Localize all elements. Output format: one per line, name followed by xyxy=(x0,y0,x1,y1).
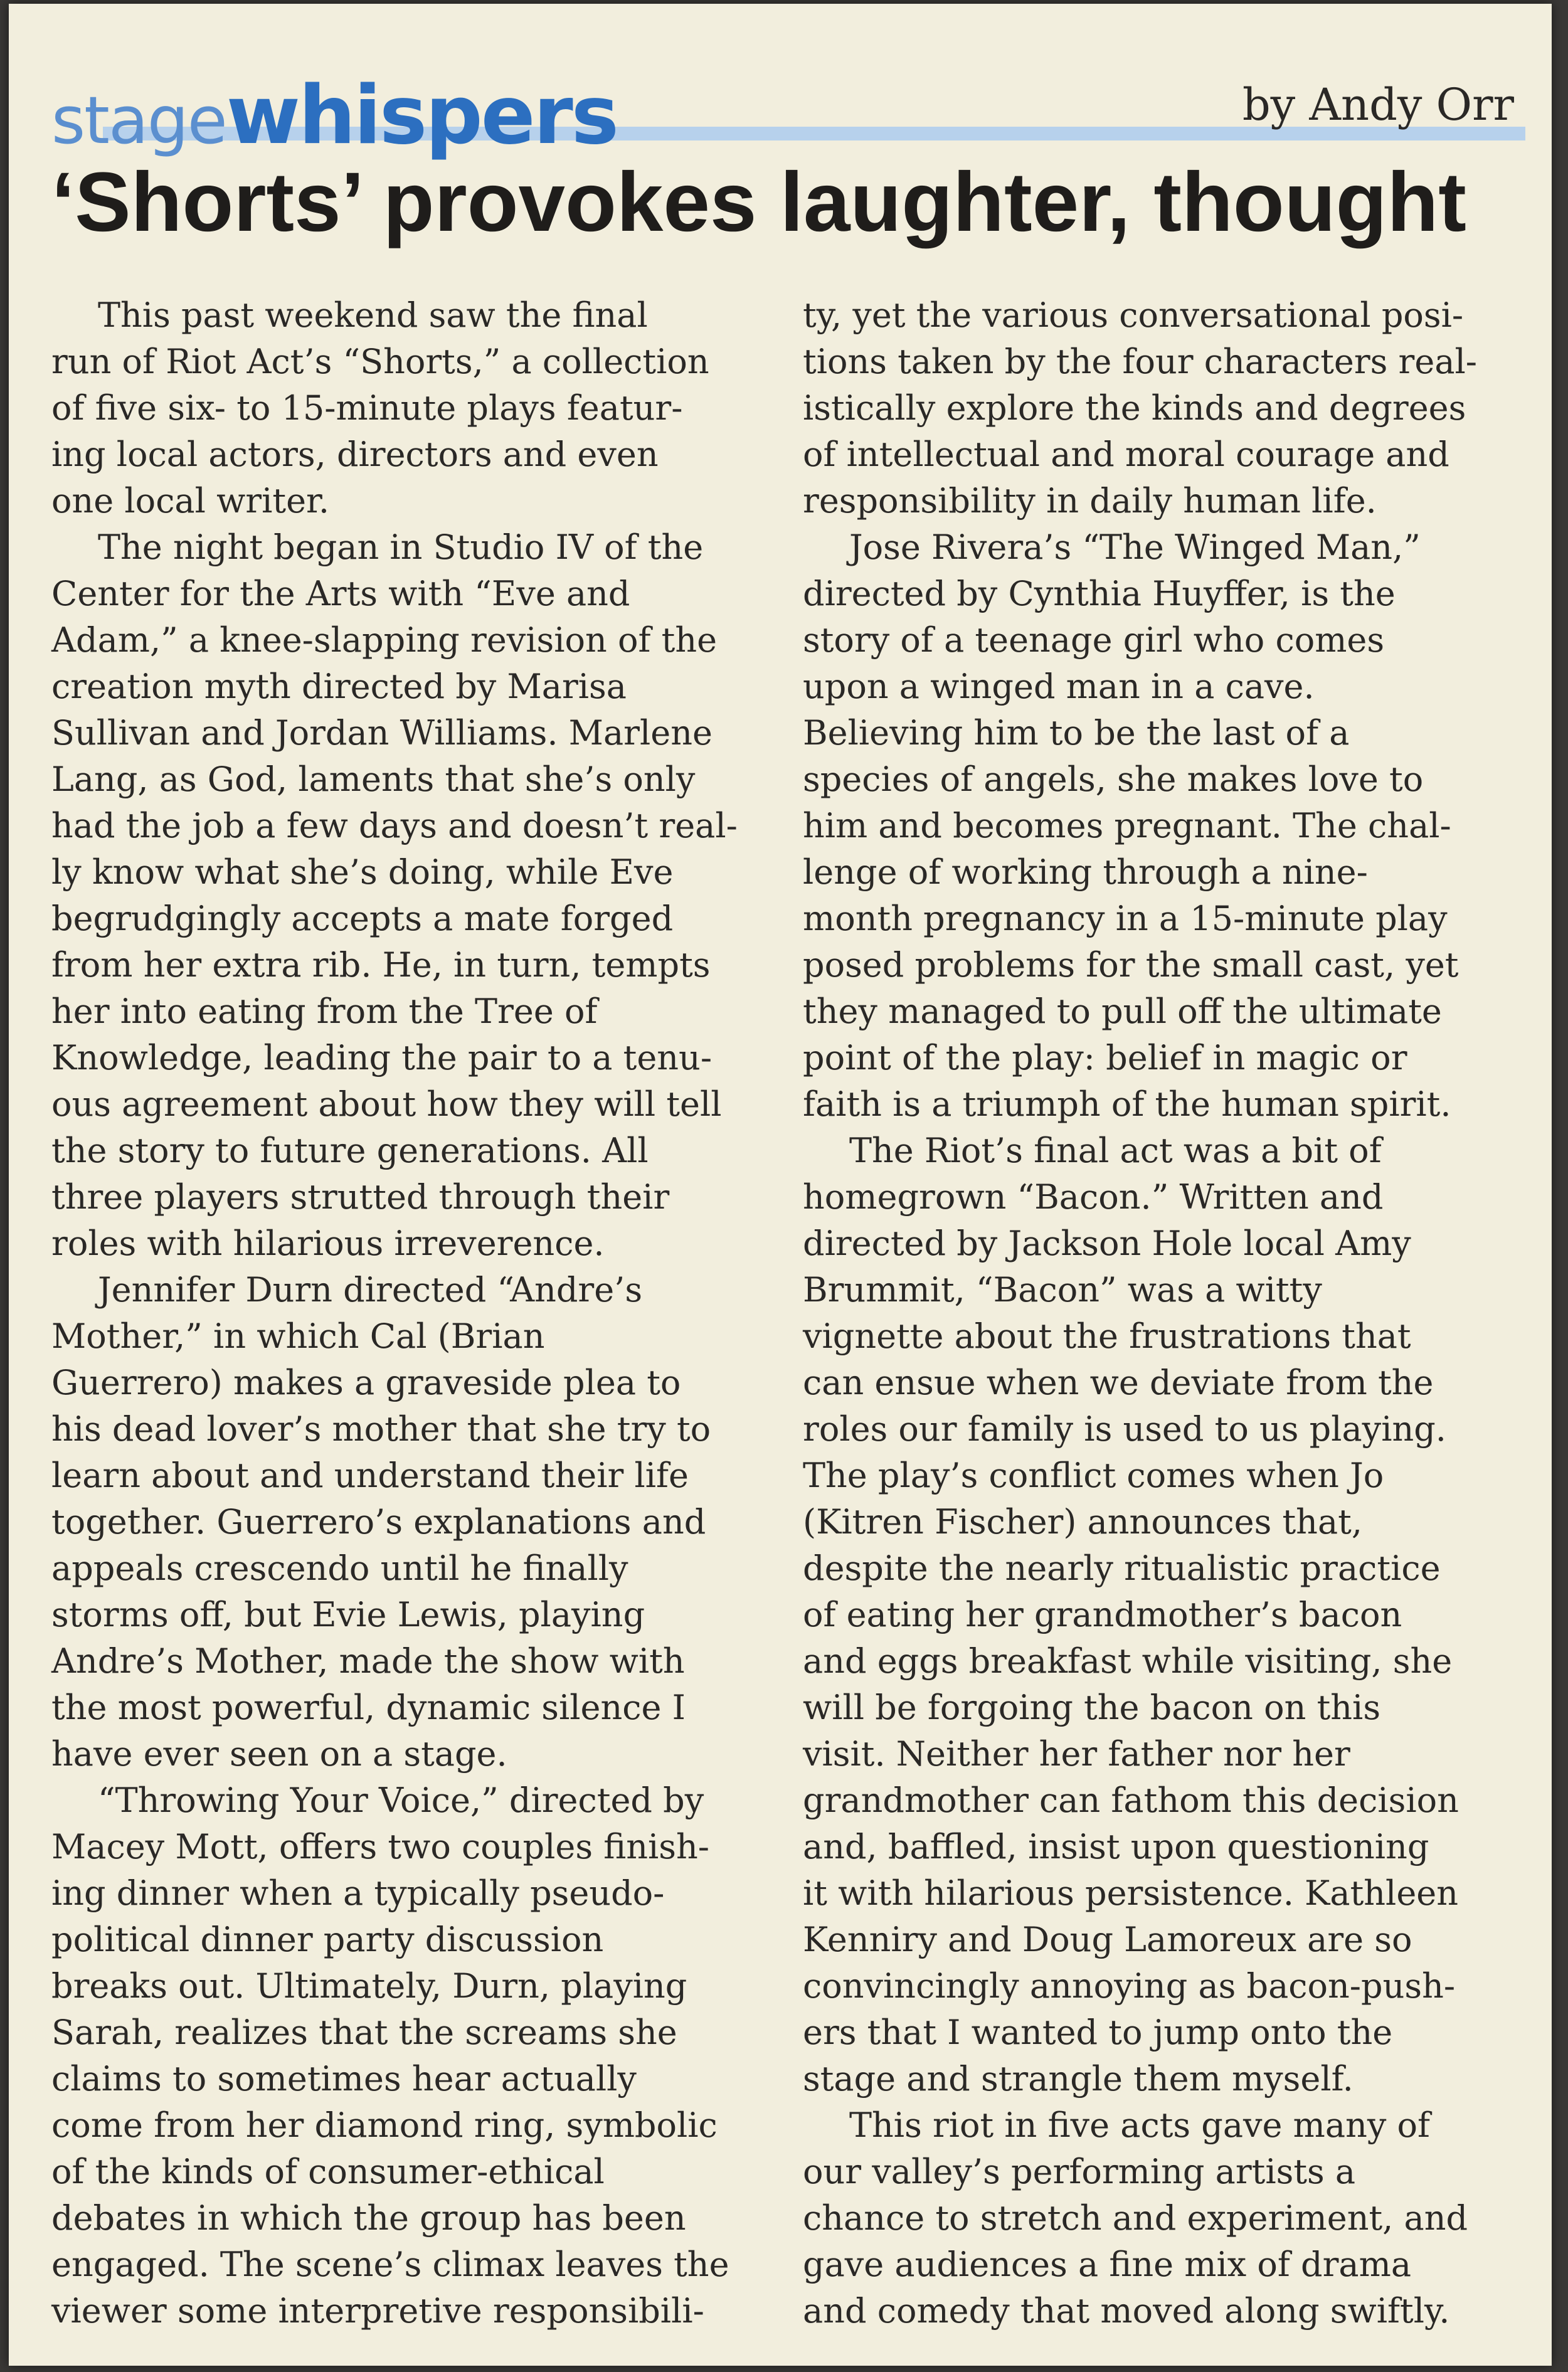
text-line: Lang, as God, laments that she’s only xyxy=(51,760,696,799)
text-line: have ever seen on a stage. xyxy=(51,1734,507,1774)
text-line: from her extra rib. He, in turn, tempts xyxy=(51,945,711,985)
text-line: run of Riot Act’s “Shorts,” a collection xyxy=(51,342,709,381)
text-line: Sullivan and Jordan Williams. Marlene xyxy=(51,713,712,753)
text-line: ing local actors, directors and even xyxy=(51,435,659,474)
text-line: Andre’s Mother, made the show with xyxy=(51,1641,685,1681)
text-line: gave audiences a fine mix of drama xyxy=(803,2245,1412,2284)
text-line: our valley’s performing artists a xyxy=(803,2152,1356,2191)
text-line: (Kitren Fischer) announces that, xyxy=(803,1502,1363,1542)
text-line: upon a winged man in a cave. xyxy=(803,667,1315,706)
text-line: Mother,” in which Cal (Brian xyxy=(51,1316,545,1356)
text-line: despite the nearly ritualistic practice xyxy=(803,1549,1441,1588)
text-line: Brummit, “Bacon” was a witty xyxy=(803,1270,1322,1310)
text-line: and eggs breakfast while visiting, she xyxy=(803,1641,1453,1681)
text-line: storms off, but Evie Lewis, playing xyxy=(51,1595,645,1634)
text-line: Knowledge, leading the pair to a tenu- xyxy=(51,1038,712,1077)
text-line: “Throwing Your Voice,” directed by xyxy=(98,1781,704,1820)
text-line: learn about and understand their life xyxy=(51,1456,689,1495)
text-line: point of the play: belief in magic or xyxy=(803,1038,1407,1077)
newspaper-clipping xyxy=(9,4,1552,2366)
text-line: Jose Rivera’s “The Winged Man,” xyxy=(849,527,1421,567)
text-line: Kenniry and Doug Lamoreux are so xyxy=(803,1920,1412,1959)
text-line: story of a teenage girl who comes xyxy=(803,620,1385,660)
text-line: responsibility in daily human life. xyxy=(803,481,1377,521)
text-line: convincingly annoying as bacon-push- xyxy=(803,1966,1456,2006)
text-line: This riot in five acts gave many of xyxy=(849,2105,1431,2145)
text-line: of eating her grandmother’s bacon xyxy=(803,1595,1402,1634)
text-line: appeals crescendo until he finally xyxy=(51,1549,628,1588)
text-line: him and becomes pregnant. The chal- xyxy=(803,806,1451,845)
text-line: ers that I wanted to jump onto the xyxy=(803,2013,1393,2052)
text-line: directed by Cynthia Huyffer, is the xyxy=(803,574,1396,613)
kicker-whispers: whispers xyxy=(226,69,617,162)
text-line: directed by Jackson Hole local Amy xyxy=(803,1224,1411,1263)
text-line: tions taken by the four characters real- xyxy=(803,342,1478,381)
text-line: they managed to pull off the ultimate xyxy=(803,992,1442,1031)
text-line: creation myth directed by Marisa xyxy=(51,667,627,706)
text-line: Sarah, realizes that the screams she xyxy=(51,2013,677,2052)
text-line: will be forgoing the bacon on this xyxy=(803,1688,1381,1727)
text-line: The play’s conflict comes when Jo xyxy=(803,1456,1384,1495)
text-line: roles our family is used to us playing. xyxy=(803,1409,1446,1449)
text-line: had the job a few days and doesn’t real- xyxy=(51,806,738,845)
text-line: and, baffled, insist upon questioning xyxy=(803,1827,1429,1866)
text-line: Jennifer Durn directed “Andre’s xyxy=(98,1270,643,1310)
text-line: claims to sometimes hear actually xyxy=(51,2059,637,2099)
text-line: come from her diamond ring, symbolic xyxy=(51,2105,718,2145)
text-line: begrudgingly accepts a mate forged xyxy=(51,899,674,938)
text-line: the story to future generations. All xyxy=(51,1131,649,1170)
text-line: lenge of working through a nine- xyxy=(803,852,1368,892)
text-line: species of angels, she makes love to xyxy=(803,760,1424,799)
text-line: ous agreement about how they will tell xyxy=(51,1084,722,1124)
text-line: viewer some interpretive responsibili- xyxy=(51,2291,704,2331)
text-line: three players strutted through their xyxy=(51,1177,670,1217)
kicker-stage: stage xyxy=(51,82,226,159)
text-line: istically explore the kinds and degrees xyxy=(803,388,1466,428)
text-line: political dinner party discussion xyxy=(51,1920,604,1959)
text-line: of five six- to 15-minute plays featur- xyxy=(51,388,683,428)
text-line: ty, yet the various conversational posi- xyxy=(803,295,1464,335)
text-line: ing dinner when a typically pseudo- xyxy=(51,1873,665,1913)
text-line: his dead lover’s mother that she try to xyxy=(51,1409,711,1449)
text-line: one local writer. xyxy=(51,481,330,521)
text-line: grandmother can fathom this decision xyxy=(803,1781,1459,1820)
text-line: Macey Mott, offers two couples finish- xyxy=(51,1827,710,1866)
text-line: Center for the Arts with “Eve and xyxy=(51,574,630,613)
article-column-right xyxy=(803,292,1524,2334)
text-line: of intellectual and moral courage and xyxy=(803,435,1449,474)
text-line: stage and strangle them myself. xyxy=(803,2059,1353,2099)
text-line: The Riot’s final act was a bit of xyxy=(849,1131,1382,1170)
text-line: debates in which the group has been xyxy=(51,2198,686,2238)
text-line: vignette about the frustrations that xyxy=(803,1316,1411,1356)
text-line: of the kinds of consumer-ethical xyxy=(51,2152,605,2191)
text-line: it with hilarious persistence. Kathleen xyxy=(803,1873,1459,1913)
text-line: Believing him to be the last of a xyxy=(803,713,1350,753)
text-line: ly know what she’s doing, while Eve xyxy=(51,852,674,892)
section-kicker xyxy=(51,69,617,162)
text-line: visit. Neither her father nor her xyxy=(803,1734,1350,1774)
text-line: homegrown “Bacon.” Written and xyxy=(803,1177,1384,1217)
headline: ‘Shorts’ provokes laughter, thought xyxy=(51,156,1466,249)
text-line: the most powerful, dynamic silence I xyxy=(51,1688,686,1727)
text-line: breaks out. Ultimately, Durn, playing xyxy=(51,1966,687,2006)
text-line: posed problems for the small cast, yet xyxy=(803,945,1459,985)
text-line: Adam,” a knee-slapping revision of the xyxy=(51,620,718,660)
text-line: engaged. The scene’s climax leaves the xyxy=(51,2245,729,2284)
text-line: together. Guerrero’s explanations and xyxy=(51,1502,706,1542)
article-column-left xyxy=(51,292,754,2334)
text-line: The night began in Studio IV of the xyxy=(98,527,704,567)
text-line: can ensue when we deviate from the xyxy=(803,1363,1434,1402)
text-line: chance to stretch and experiment, and xyxy=(803,2198,1468,2238)
text-line: This past weekend saw the final xyxy=(98,295,648,335)
text-line: her into eating from the Tree of xyxy=(51,992,598,1031)
text-line: roles with hilarious irreverence. xyxy=(51,1224,605,1263)
text-line: month pregnancy in a 15-minute play xyxy=(803,899,1448,938)
byline: by Andy Orr xyxy=(1242,79,1514,130)
text-line: and comedy that moved along swiftly. xyxy=(803,2291,1450,2331)
text-line: faith is a triumph of the human spirit. xyxy=(803,1084,1451,1124)
text-line: Guerrero) makes a graveside plea to xyxy=(51,1363,681,1402)
